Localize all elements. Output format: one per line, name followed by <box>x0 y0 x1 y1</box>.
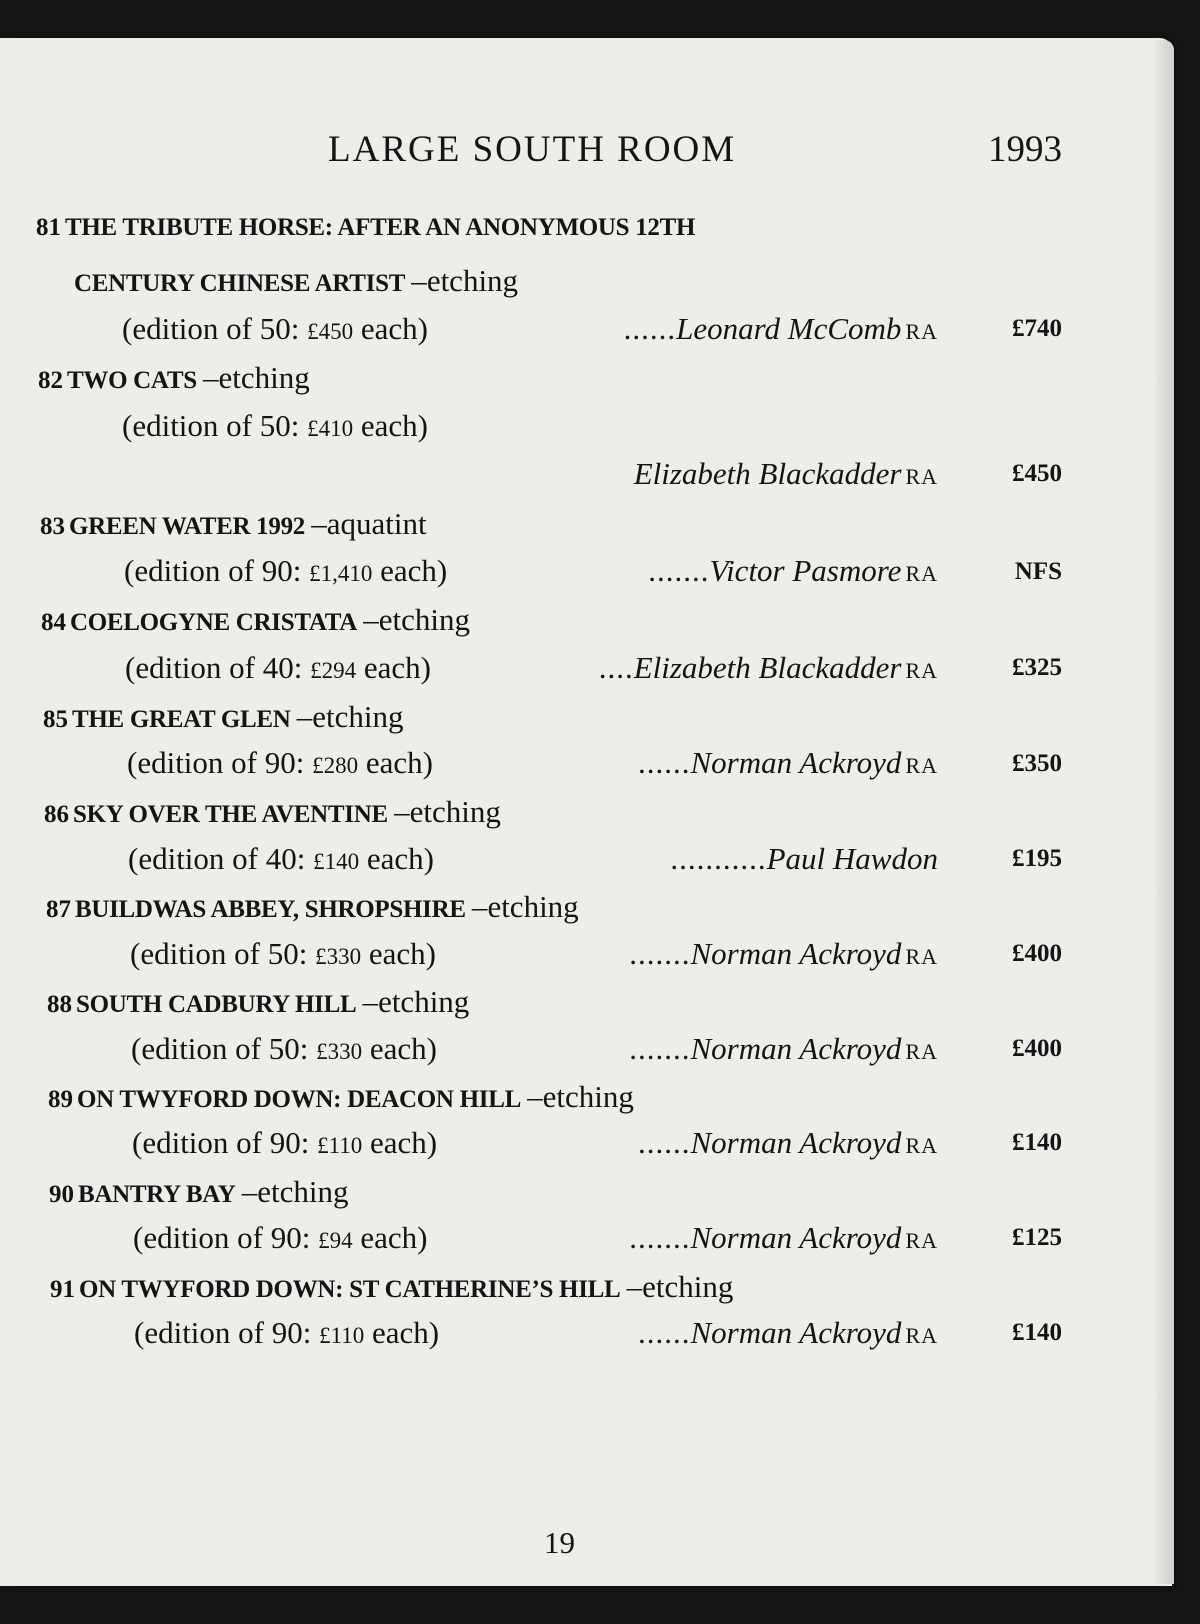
entry-edition <box>134 1317 439 1348</box>
entry-artist-line <box>629 938 938 969</box>
entry-number: 88 <box>47 991 72 1018</box>
edition-prefix: (edition of 40: <box>128 841 314 876</box>
entry-price: £195 <box>1012 845 1062 872</box>
leader-dots: ........... <box>670 841 767 876</box>
entry-number: 82 <box>38 367 63 394</box>
entry-price: £400 <box>1012 1035 1062 1062</box>
entry-artist-line <box>638 1317 938 1348</box>
edition-suffix: each) <box>372 553 448 588</box>
entry-edition <box>124 555 447 586</box>
entry-medium: etching <box>409 794 501 829</box>
edition-prefix: (edition of 50: <box>122 311 308 346</box>
medium-dash: – <box>465 889 488 924</box>
leader-dots: ....... <box>629 1220 691 1255</box>
entry-medium: etching <box>378 984 470 1019</box>
ra-suffix: RA <box>905 561 938 586</box>
entry-number: 90 <box>49 1181 74 1208</box>
edition-prefix: (edition of 90: <box>127 745 313 780</box>
edition-price-each: £450 <box>307 319 354 344</box>
entry-title: GREEN WATER 1992 <box>69 513 305 540</box>
entry-artist: Norman Ackroyd <box>690 745 902 780</box>
entry-title-line <box>48 1081 634 1112</box>
medium-dash: – <box>304 506 327 541</box>
entry-title-line <box>46 891 579 922</box>
ra-suffix: RA <box>905 319 938 344</box>
entry-artist-line <box>670 843 938 874</box>
edition-suffix: each) <box>353 408 428 443</box>
entry-title: ON TWYFORD DOWN: DEACON HILL <box>77 1086 521 1113</box>
medium-dash: – <box>620 1269 643 1304</box>
entry-title: ON TWYFORD DOWN: ST CATHERINE’S HILL <box>79 1276 621 1303</box>
entry-title-line <box>47 986 469 1017</box>
entry-medium: etching <box>312 699 404 734</box>
medium-dash: – <box>387 794 410 829</box>
entry-title-line <box>49 1176 348 1207</box>
edition-suffix: each) <box>359 841 434 876</box>
leader-dots: ...... <box>637 1125 691 1160</box>
entry-title: TWO CATS <box>67 367 197 394</box>
edition-prefix: (edition of 90: <box>134 1315 320 1350</box>
entry-medium: etching <box>218 360 310 395</box>
leader-dots: .... <box>598 650 634 685</box>
entry-medium: etching <box>487 889 579 924</box>
entry-price: £350 <box>1012 750 1062 777</box>
entry-title: BANTRY BAY <box>78 1181 236 1208</box>
edition-price-each: £110 <box>317 1133 363 1158</box>
entry-edition <box>122 410 428 441</box>
leader-dots: ...... <box>637 1315 691 1350</box>
entry-artist: Norman Ackroyd <box>690 936 902 971</box>
ra-suffix: RA <box>905 1228 938 1253</box>
entry-number: 85 <box>43 706 68 733</box>
entry-number: 84 <box>41 609 66 636</box>
entry-artist-line <box>648 555 938 586</box>
entry-edition <box>127 747 433 778</box>
entry-title: COELOGYNE CRISTATA <box>70 609 358 636</box>
leader-dots: ....... <box>629 936 691 971</box>
entry-price: £140 <box>1012 1319 1062 1346</box>
edition-prefix: (edition of 50: <box>130 936 316 971</box>
medium-dash: – <box>196 360 219 395</box>
entry-medium: etching <box>426 263 519 298</box>
entry-title-line <box>50 1271 733 1302</box>
page-number: 19 <box>544 1525 575 1560</box>
entry-artist: Elizabeth Blackadder <box>633 650 902 685</box>
edition-suffix: each) <box>364 1315 440 1350</box>
entry-medium: aquatint <box>326 506 427 541</box>
entry-title: SOUTH CADBURY HILL <box>76 991 357 1018</box>
edition-price-each: £1,410 <box>309 561 373 586</box>
medium-dash: – <box>356 984 379 1019</box>
entry-artist: Norman Ackroyd <box>690 1315 902 1350</box>
entry-artist-line <box>638 1127 938 1158</box>
ra-suffix: RA <box>905 464 938 489</box>
entry-artist: Norman Ackroyd <box>690 1220 902 1255</box>
entry-title-line <box>38 362 310 393</box>
entry-title: THE TRIBUTE HORSE: AFTER AN ANONYMOUS 12TH <box>65 214 696 241</box>
medium-dash: – <box>235 1174 258 1209</box>
edition-suffix: each) <box>362 1125 438 1160</box>
medium-dash: – <box>405 263 427 298</box>
edition-price-each: £110 <box>319 1323 365 1348</box>
edition-suffix: each) <box>361 936 436 971</box>
entry-price: £740 <box>1012 315 1062 342</box>
edition-price-each: £330 <box>316 1039 363 1064</box>
ra-suffix: RA <box>905 658 938 683</box>
edition-suffix: each) <box>362 1031 437 1066</box>
entry-price: NFS <box>1014 558 1062 585</box>
medium-dash: – <box>357 602 379 637</box>
page-edge <box>1156 40 1174 1584</box>
ra-suffix: RA <box>905 1323 938 1348</box>
entry-edition <box>125 652 431 683</box>
entry-price: £140 <box>1012 1129 1062 1156</box>
entry-number: 91 <box>50 1276 75 1303</box>
edition-suffix: each) <box>352 1220 428 1255</box>
entry-title: CENTURY CHINESE ARTIST <box>74 270 406 297</box>
entry-price: £125 <box>1012 1224 1062 1251</box>
entry-title-line <box>43 701 404 732</box>
entry-edition <box>130 938 436 969</box>
entry-number: 81 <box>36 214 61 241</box>
entry-artist: Norman Ackroyd <box>690 1125 902 1160</box>
leader-dots: ....... <box>648 553 710 588</box>
entry-title: THE GREAT GLEN <box>72 706 291 733</box>
entry-artist-line <box>629 1033 938 1064</box>
entry-artist: Norman Ackroyd <box>690 1031 902 1066</box>
entry-artist-line <box>629 1222 938 1253</box>
entry-title-line <box>74 265 518 296</box>
leader-dots: ...... <box>623 311 677 346</box>
edition-price-each: £140 <box>313 849 360 874</box>
edition-price-each: £330 <box>315 944 362 969</box>
edition-prefix: (edition of 90: <box>124 553 310 588</box>
entry-medium: etching <box>257 1174 349 1209</box>
page-year: 1993 <box>988 129 1062 170</box>
edition-prefix: (edition of 50: <box>131 1031 317 1066</box>
entry-artist: Elizabeth Blackadder <box>633 456 902 491</box>
entry-number: 87 <box>46 896 71 923</box>
entry-price: £450 <box>1012 460 1062 487</box>
entry-medium: etching <box>378 602 470 637</box>
edition-suffix: each) <box>356 650 431 685</box>
entry-number: 89 <box>48 1086 73 1113</box>
entry-title-line <box>36 215 695 240</box>
entry-title: SKY OVER THE AVENTINE <box>73 801 388 828</box>
edition-prefix: (edition of 90: <box>132 1125 318 1160</box>
entry-artist: Victor Pasmore <box>709 553 902 588</box>
entry-artist: Paul Hawdon <box>766 841 938 876</box>
ra-suffix: RA <box>905 1039 938 1064</box>
entry-number: 86 <box>44 801 69 828</box>
entry-title-line <box>44 796 501 827</box>
edition-prefix: (edition of 40: <box>125 650 311 685</box>
entry-title-line <box>41 604 470 635</box>
page-title: LARGE SOUTH ROOM <box>328 129 737 170</box>
edition-suffix: each) <box>353 311 428 346</box>
edition-suffix: each) <box>358 745 433 780</box>
entry-title: BUILDWAS ABBEY, SHROPSHIRE <box>75 896 466 923</box>
ra-suffix: RA <box>905 944 938 969</box>
leader-dots: ....... <box>629 1031 691 1066</box>
entry-artist-line <box>624 313 938 344</box>
leader-dots: ...... <box>637 745 691 780</box>
edition-price-each: £410 <box>307 416 354 441</box>
edition-price-each: £94 <box>318 1228 353 1253</box>
entry-artist-line <box>638 747 938 778</box>
ra-suffix: RA <box>905 753 938 778</box>
entry-edition <box>122 313 428 344</box>
entry-edition <box>131 1033 437 1064</box>
ra-suffix: RA <box>905 1133 938 1158</box>
entry-price: £325 <box>1012 654 1062 681</box>
entry-number: 83 <box>40 513 65 540</box>
entry-artist: Leonard McComb <box>676 311 902 346</box>
entry-title-line <box>40 508 427 539</box>
medium-dash: – <box>290 699 313 734</box>
edition-prefix: (edition of 90: <box>133 1220 319 1255</box>
entry-medium: etching <box>542 1079 634 1114</box>
edition-price-each: £294 <box>310 658 357 683</box>
entry-edition <box>133 1222 427 1253</box>
entry-edition <box>128 843 434 874</box>
edition-price-each: £280 <box>312 753 359 778</box>
entry-artist-line <box>599 652 938 683</box>
entry-price: £400 <box>1012 940 1062 967</box>
edition-prefix: (edition of 50: <box>122 408 308 443</box>
entry-edition <box>132 1127 437 1158</box>
entry-medium: etching <box>642 1269 734 1304</box>
medium-dash: – <box>520 1079 543 1114</box>
entry-artist-line <box>634 458 938 489</box>
